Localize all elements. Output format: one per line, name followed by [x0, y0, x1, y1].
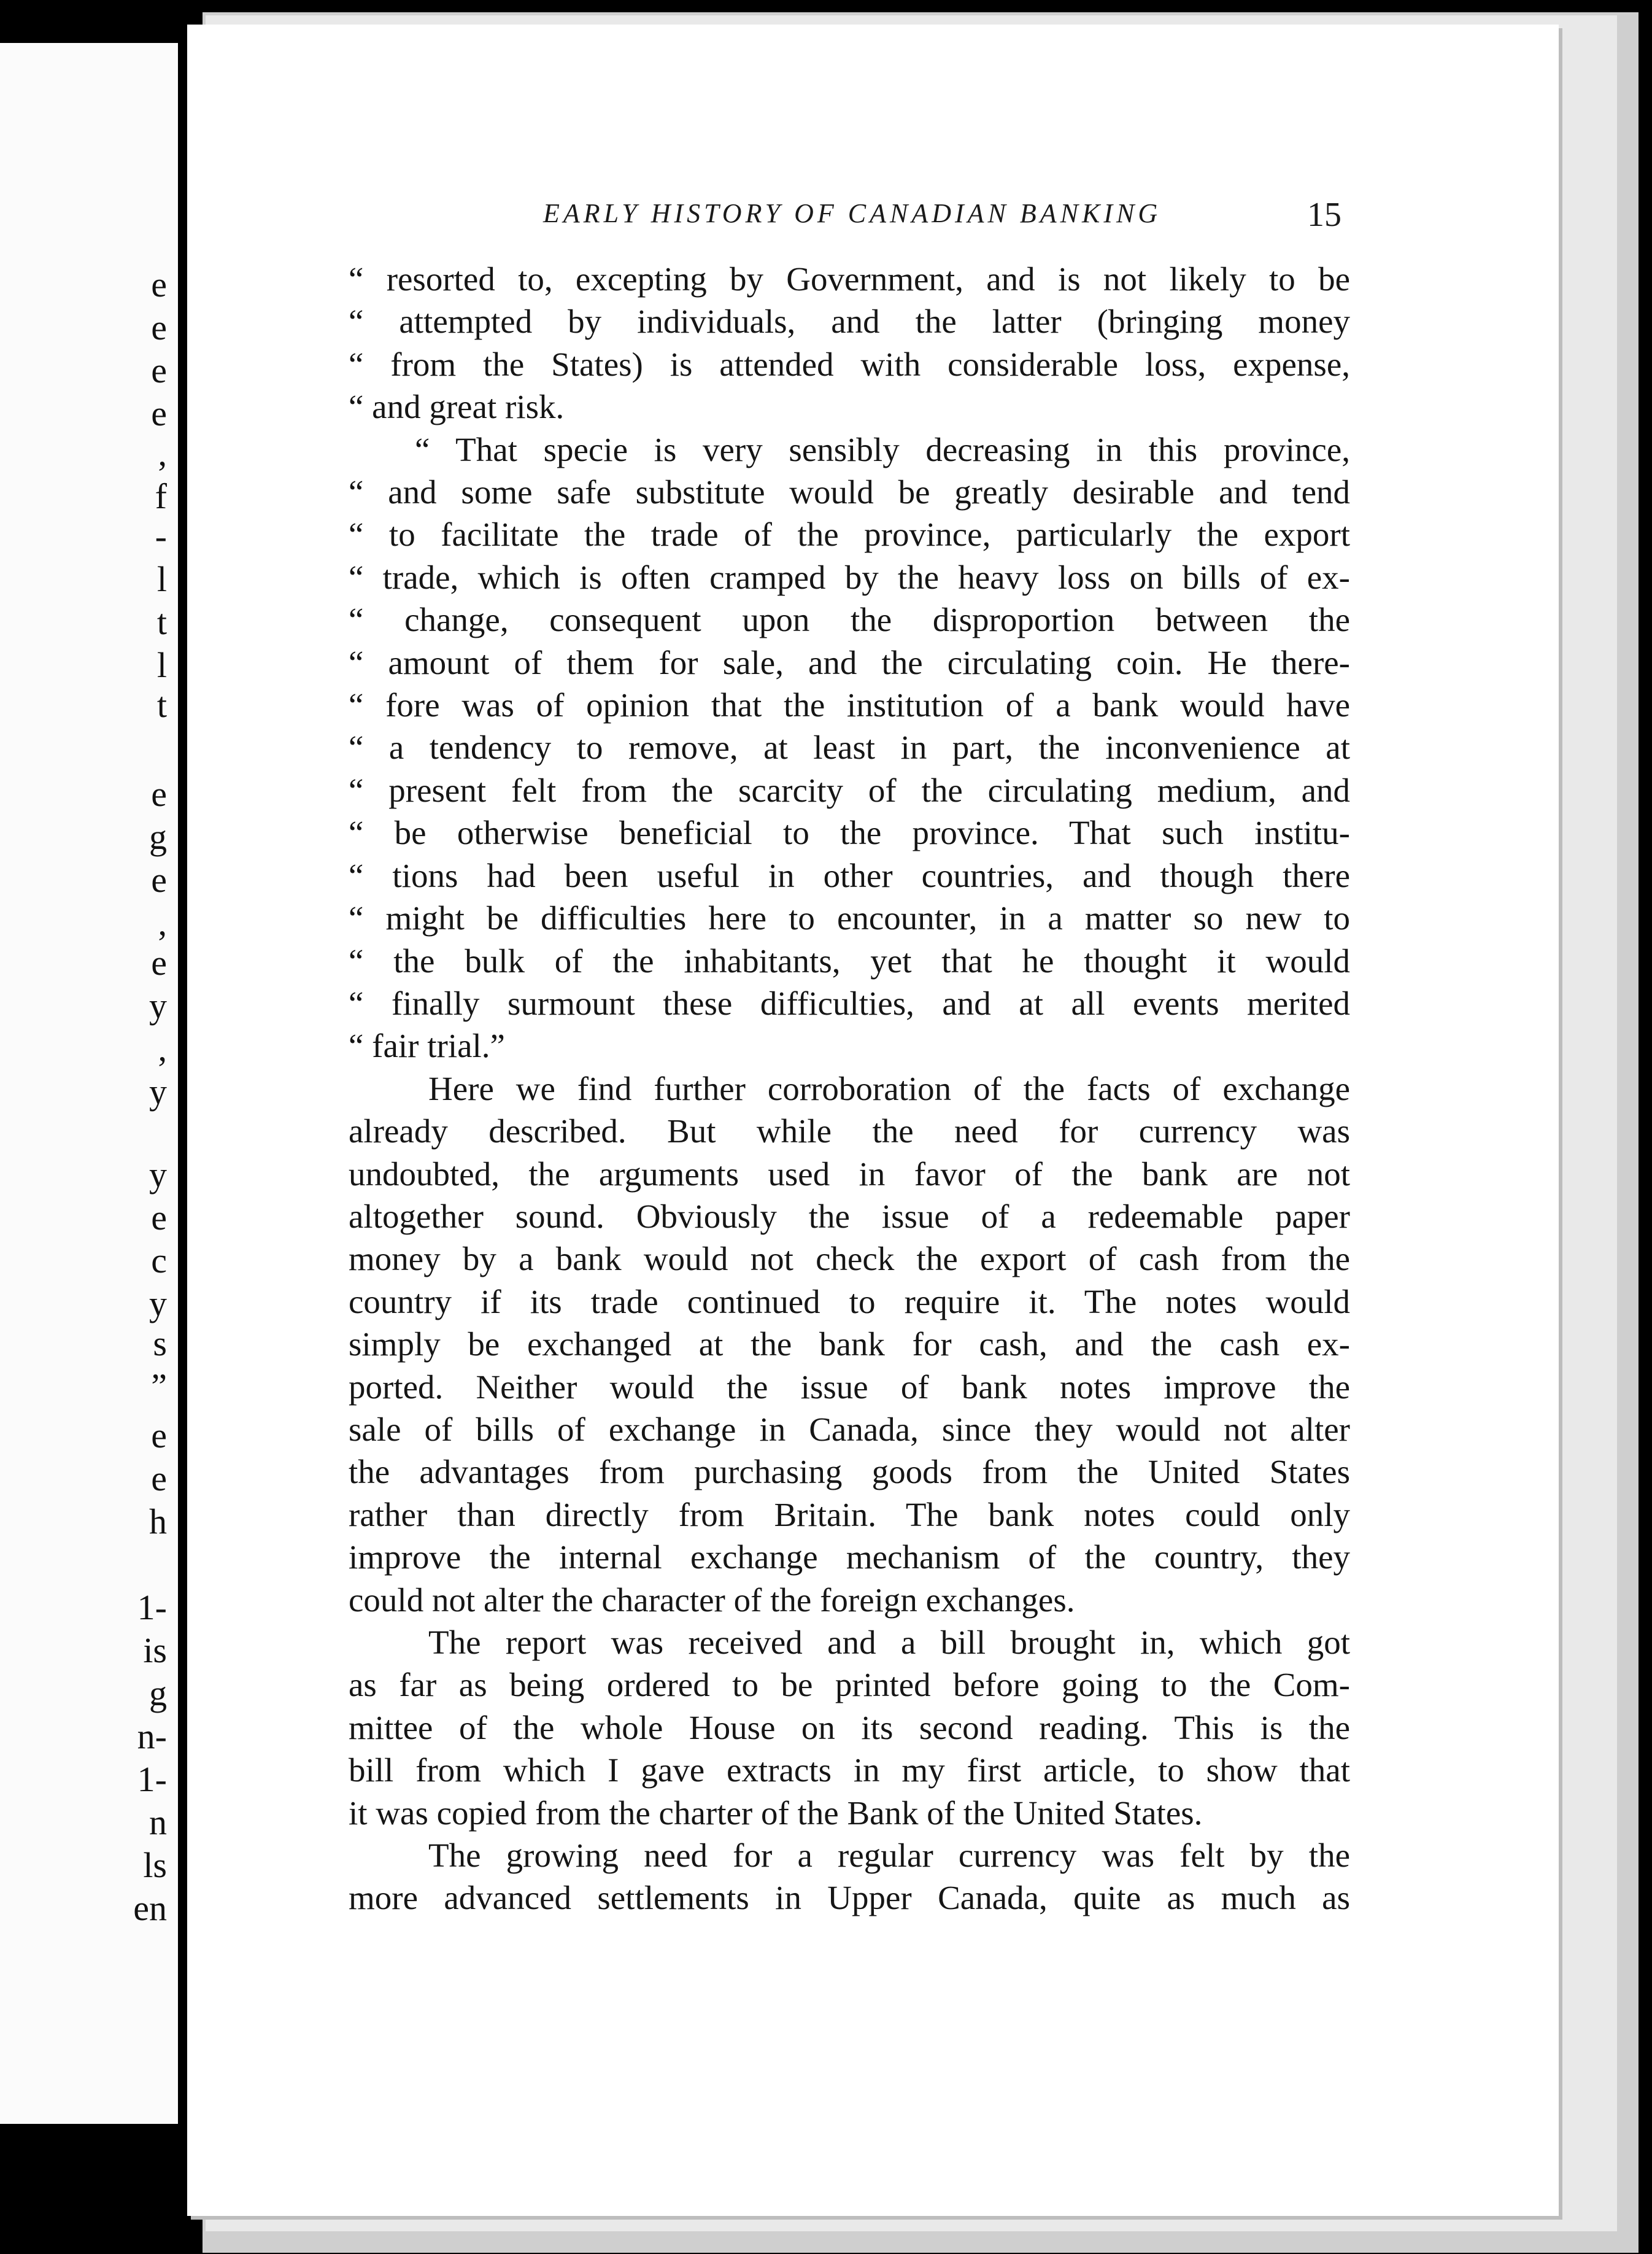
body-text	[349, 258, 1350, 1919]
text-line: “ trade, which is often cramped by the heavy loss on bills of ex-	[349, 558, 1350, 596]
left-page-fragment: e	[151, 393, 167, 433]
left-page-fragment: l	[156, 645, 167, 685]
text-line: it was copied from the charter of the Bank of the United States.	[349, 1794, 1203, 1832]
left-page-fragment: l	[156, 559, 167, 599]
left-page-fragment: y	[149, 986, 167, 1026]
text-line: simply be exchanged at the bank for cash, and the cash ex-	[349, 1325, 1350, 1363]
left-page-fragment: c	[151, 1241, 167, 1280]
page-number: 15	[1307, 196, 1341, 234]
left-page-fragment: e	[151, 350, 167, 390]
text-line: altogether sound. Obviously the issue of a redeemable paper	[349, 1197, 1350, 1235]
left-page-fragment: n	[149, 1802, 167, 1842]
left-page-fragment: h	[149, 1501, 167, 1541]
text-line: “ to facilitate the trade of the province, particularly the export	[349, 516, 1350, 554]
left-page-fragment: is	[143, 1630, 167, 1670]
text-line: “ That specie is very sensibly decreasing in this province,	[415, 430, 1350, 468]
text-line: “ finally surmount these difficulties, and at all events merited	[349, 984, 1350, 1022]
text-line: “ present felt from the scarcity of the circulating medium, and	[349, 771, 1350, 809]
text-line: sale of bills of exchange in Canada, since they would not alter	[349, 1410, 1350, 1448]
left-page-fragment: e	[151, 265, 167, 304]
text-line: “ amount of them for sale, and the circulating coin. He there-	[349, 643, 1350, 681]
left-page-fragment: ,	[158, 1029, 167, 1069]
text-line: “ fair trial.”	[349, 1027, 505, 1065]
text-line: “ resorted to, excepting by Government, and is not likely to be	[349, 260, 1350, 298]
facing-page-left	[0, 43, 178, 2124]
text-line: The growing need for a regular currency was felt by the	[428, 1837, 1350, 1875]
text-line: “ a tendency to remove, at least in part, the inconvenience at	[349, 729, 1350, 767]
text-line: The report was received and a bill brought in, which got	[428, 1624, 1350, 1661]
left-page-fragment: n-	[137, 1716, 167, 1756]
left-page-fragment: e	[151, 943, 167, 983]
left-page-fragment: e	[151, 1416, 167, 1455]
left-page-fragment: -	[155, 516, 167, 556]
left-page-fragment: g	[149, 1673, 167, 1713]
text-line: the advantages from purchasing goods from the United States	[349, 1453, 1350, 1491]
text-line: rather than directly from Britain. The bank notes could only	[349, 1495, 1350, 1533]
left-page-fragment: ,	[158, 903, 167, 943]
left-page-fragment: ls	[143, 1845, 167, 1885]
left-page-fragment: g	[149, 817, 167, 857]
text-line: money by a bank would not check the export of cash from the	[349, 1240, 1350, 1278]
text-line: bill from which I gave extracts in my first article, to show that	[349, 1751, 1350, 1789]
text-line: “ attempted by individuals, and the latter (bringing money	[349, 303, 1350, 341]
left-page-fragment: 1-	[137, 1759, 167, 1799]
text-line: Here we find further corroboration of the facts of exchange	[428, 1069, 1350, 1107]
text-line: mittee of the whole House on its second reading. This is the	[349, 1708, 1350, 1746]
left-page-fragment: e	[151, 308, 167, 347]
text-line: “ be otherwise beneficial to the province. That such institu-	[349, 814, 1350, 852]
left-page-fragment: e	[151, 774, 167, 814]
text-line: “ the bulk of the inhabitants, yet that he thought it would	[349, 942, 1350, 980]
left-page-fragment: en	[133, 1888, 167, 1928]
text-line: undoubted, the arguments used in favor of the bank are not	[349, 1155, 1350, 1193]
text-line: country if its trade continued to require it. The notes would	[349, 1282, 1350, 1320]
text-line: more advanced settlements in Upper Canada, quite as much as	[349, 1879, 1350, 1917]
text-line: could not alter the character of the foreign exchanges.	[349, 1581, 1075, 1619]
left-page-fragment: y	[149, 1284, 167, 1323]
left-page-fragment: e	[151, 860, 167, 900]
text-line: “ tions had been useful in other countries, and though there	[349, 856, 1350, 894]
left-page-fragment: t	[156, 685, 167, 725]
text-line: ported. Neither would the issue of bank notes improve the	[349, 1368, 1350, 1406]
text-line: as far as being ordered to be printed before going to the Com-	[349, 1666, 1350, 1704]
left-page-fragment: 1-	[137, 1587, 167, 1627]
left-page-fragment: e	[151, 1458, 167, 1498]
text-line: “ might be difficulties here to encounter, in a matter so new to	[349, 899, 1350, 937]
running-title: EARLY HISTORY OF CANADIAN BANKING	[543, 198, 1162, 228]
left-page-fragment: ”	[151, 1366, 167, 1406]
text-line: already described. But while the need for currency was	[349, 1112, 1350, 1150]
left-page-fragment: t	[156, 602, 167, 642]
text-line: “ and some safe substitute would be greatly desirable and tend	[349, 473, 1350, 511]
left-page-fragment: e	[151, 1198, 167, 1237]
left-page-fragment: y	[149, 1155, 167, 1195]
left-page-fragment: ,	[158, 433, 167, 473]
text-line: improve the internal exchange mechanism of the country, they	[349, 1538, 1350, 1576]
left-page-fragment: f	[155, 476, 167, 516]
text-line: “ fore was of opinion that the institution of a bank would have	[349, 686, 1350, 724]
text-line: “ from the States) is attended with considerable loss, expense,	[349, 345, 1350, 383]
text-line: “ change, consequent upon the disproportion between the	[349, 601, 1350, 639]
left-page-fragment: y	[149, 1072, 167, 1112]
text-line: “ and great risk.	[349, 388, 565, 426]
left-page-fragment: s	[153, 1323, 167, 1363]
